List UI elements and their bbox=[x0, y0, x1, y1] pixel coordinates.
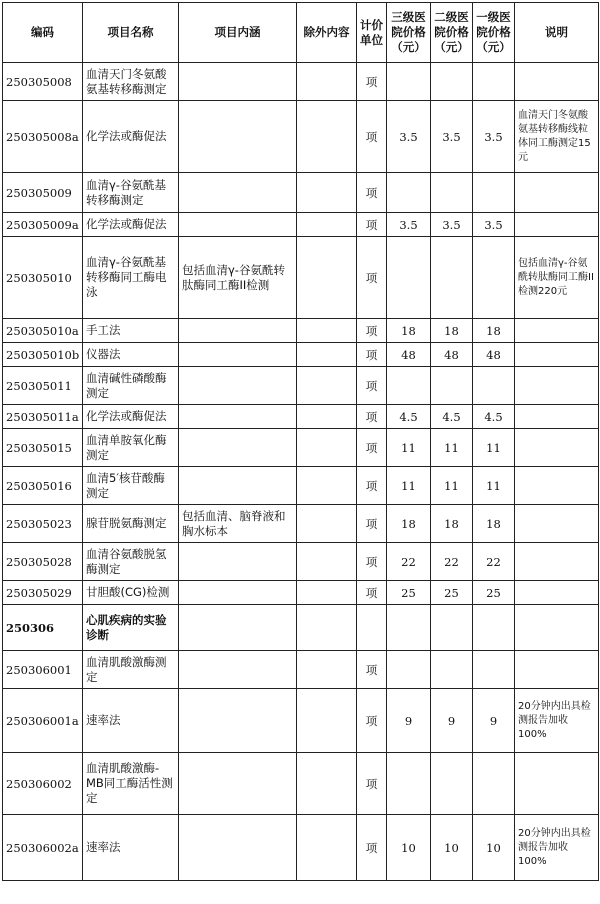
cell-exclusion bbox=[297, 651, 357, 689]
cell-unit: 项 bbox=[357, 581, 387, 605]
cell-exclusion bbox=[297, 605, 357, 651]
cell-note: 血清天门冬氨酸氨基转移酶线粒体同工酶测定15元 bbox=[515, 101, 599, 173]
cell-name: 血清单胺氧化酶测定 bbox=[83, 429, 179, 467]
cell-unit: 项 bbox=[357, 689, 387, 753]
cell-price-grade1 bbox=[473, 367, 515, 405]
table-row bbox=[3, 429, 599, 467]
cell-price-grade1: 22 bbox=[473, 543, 515, 581]
cell-price-grade3 bbox=[387, 63, 431, 101]
cell-code: 250306001 bbox=[3, 651, 83, 689]
table-row bbox=[3, 405, 599, 429]
cell-price-grade3 bbox=[387, 753, 431, 815]
cell-unit: 项 bbox=[357, 63, 387, 101]
cell-content bbox=[179, 815, 297, 881]
cell-price-grade1: 4.5 bbox=[473, 405, 515, 429]
cell-price-grade1: 3.5 bbox=[473, 213, 515, 237]
cell-code: 250305015 bbox=[3, 429, 83, 467]
cell-name: 血清5′核苷酸酶测定 bbox=[83, 467, 179, 505]
cell-note bbox=[515, 367, 599, 405]
header-unit: 计价单位 bbox=[357, 3, 387, 63]
cell-exclusion bbox=[297, 237, 357, 319]
cell-name: 甘胆酸(CG)检测 bbox=[83, 581, 179, 605]
cell-unit: 项 bbox=[357, 467, 387, 505]
cell-price-grade2 bbox=[431, 753, 473, 815]
cell-name: 速率法 bbox=[83, 815, 179, 881]
cell-content bbox=[179, 605, 297, 651]
cell-name: 血清谷氨酸脱氢酶测定 bbox=[83, 543, 179, 581]
cell-content bbox=[179, 367, 297, 405]
cell-unit: 项 bbox=[357, 543, 387, 581]
cell-exclusion bbox=[297, 173, 357, 213]
cell-unit: 项 bbox=[357, 429, 387, 467]
cell-content bbox=[179, 343, 297, 367]
cell-price-grade1 bbox=[473, 651, 515, 689]
cell-exclusion bbox=[297, 815, 357, 881]
cell-unit: 项 bbox=[357, 319, 387, 343]
cell-exclusion bbox=[297, 505, 357, 543]
cell-code: 250305023 bbox=[3, 505, 83, 543]
cell-price-grade1 bbox=[473, 63, 515, 101]
cell-price-grade2: 48 bbox=[431, 343, 473, 367]
cell-name: 速率法 bbox=[83, 689, 179, 753]
cell-price-grade1: 11 bbox=[473, 429, 515, 467]
cell-exclusion bbox=[297, 429, 357, 467]
cell-exclusion bbox=[297, 405, 357, 429]
cell-price-grade3 bbox=[387, 605, 431, 651]
cell-price-grade3: 3.5 bbox=[387, 213, 431, 237]
cell-exclusion bbox=[297, 319, 357, 343]
table-row bbox=[3, 213, 599, 237]
header-exclusion: 除外内容 bbox=[297, 3, 357, 63]
cell-unit: 项 bbox=[357, 753, 387, 815]
cell-unit: 项 bbox=[357, 505, 387, 543]
cell-content bbox=[179, 63, 297, 101]
cell-price-grade1 bbox=[473, 753, 515, 815]
cell-note bbox=[515, 605, 599, 651]
cell-price-grade3: 22 bbox=[387, 543, 431, 581]
cell-exclusion bbox=[297, 213, 357, 237]
cell-note bbox=[515, 505, 599, 543]
cell-note bbox=[515, 213, 599, 237]
table-row bbox=[3, 651, 599, 689]
cell-exclusion bbox=[297, 101, 357, 173]
table-row bbox=[3, 689, 599, 753]
cell-note bbox=[515, 429, 599, 467]
cell-price-grade3: 18 bbox=[387, 319, 431, 343]
cell-price-grade2: 18 bbox=[431, 319, 473, 343]
cell-price-grade3: 4.5 bbox=[387, 405, 431, 429]
cell-content bbox=[179, 429, 297, 467]
cell-note bbox=[515, 543, 599, 581]
header-note: 说明 bbox=[515, 3, 599, 63]
cell-exclusion bbox=[297, 753, 357, 815]
header-code: 编码 bbox=[3, 3, 83, 63]
cell-unit: 项 bbox=[357, 343, 387, 367]
cell-exclusion bbox=[297, 689, 357, 753]
cell-name: 心肌疾病的实验诊断 bbox=[83, 605, 179, 651]
cell-price-grade2: 18 bbox=[431, 505, 473, 543]
table-row bbox=[3, 815, 599, 881]
cell-code: 250305010 bbox=[3, 237, 83, 319]
cell-price-grade1 bbox=[473, 237, 515, 319]
cell-unit: 项 bbox=[357, 213, 387, 237]
cell-unit bbox=[357, 605, 387, 651]
cell-price-grade1: 11 bbox=[473, 467, 515, 505]
cell-note: 包括血清γ-谷氨酰转肽酶同工酶II检测220元 bbox=[515, 237, 599, 319]
cell-unit: 项 bbox=[357, 815, 387, 881]
cell-note: 20分钟内出具检测报告加收100% bbox=[515, 815, 599, 881]
cell-price-grade2 bbox=[431, 651, 473, 689]
cell-code: 250306001a bbox=[3, 689, 83, 753]
cell-exclusion bbox=[297, 467, 357, 505]
cell-content bbox=[179, 689, 297, 753]
cell-price-grade1 bbox=[473, 173, 515, 213]
cell-unit: 项 bbox=[357, 405, 387, 429]
table-row bbox=[3, 101, 599, 173]
cell-code: 250305029 bbox=[3, 581, 83, 605]
cell-note bbox=[515, 63, 599, 101]
cell-price-grade2 bbox=[431, 367, 473, 405]
cell-price-grade3: 11 bbox=[387, 467, 431, 505]
cell-code: 250305010b bbox=[3, 343, 83, 367]
cell-unit: 项 bbox=[357, 101, 387, 173]
cell-unit: 项 bbox=[357, 237, 387, 319]
cell-price-grade1: 9 bbox=[473, 689, 515, 753]
cell-code: 250305009a bbox=[3, 213, 83, 237]
cell-name: 血清碱性磷酸酶测定 bbox=[83, 367, 179, 405]
cell-price-grade2 bbox=[431, 63, 473, 101]
cell-price-grade2 bbox=[431, 173, 473, 213]
cell-code: 250305008 bbox=[3, 63, 83, 101]
cell-unit: 项 bbox=[357, 367, 387, 405]
cell-name: 化学法或酶促法 bbox=[83, 405, 179, 429]
section-row bbox=[3, 605, 599, 651]
cell-name: 血清肌酸激酶-MB同工酶活性测定 bbox=[83, 753, 179, 815]
cell-content bbox=[179, 543, 297, 581]
cell-exclusion bbox=[297, 63, 357, 101]
header-price-grade3: 三级医院价格（元） bbox=[387, 3, 431, 63]
cell-price-grade2: 10 bbox=[431, 815, 473, 881]
cell-price-grade2: 11 bbox=[431, 429, 473, 467]
table-row bbox=[3, 173, 599, 213]
cell-content: 包括血清γ-谷氨酰转肽酶同工酶II检测 bbox=[179, 237, 297, 319]
cell-content bbox=[179, 405, 297, 429]
cell-name: 化学法或酶促法 bbox=[83, 101, 179, 173]
header-price-grade2: 二级医院价格（元） bbox=[431, 3, 473, 63]
cell-content bbox=[179, 467, 297, 505]
cell-price-grade1: 48 bbox=[473, 343, 515, 367]
cell-price-grade2: 22 bbox=[431, 543, 473, 581]
cell-price-grade2: 3.5 bbox=[431, 101, 473, 173]
cell-content bbox=[179, 651, 297, 689]
cell-price-grade2: 3.5 bbox=[431, 213, 473, 237]
cell-price-grade2: 4.5 bbox=[431, 405, 473, 429]
cell-unit: 项 bbox=[357, 651, 387, 689]
cell-note bbox=[515, 173, 599, 213]
cell-name: 仪器法 bbox=[83, 343, 179, 367]
cell-price-grade2 bbox=[431, 237, 473, 319]
cell-name: 血清γ-谷氨酰基转移酶测定 bbox=[83, 173, 179, 213]
cell-price-grade2 bbox=[431, 605, 473, 651]
cell-code: 250305016 bbox=[3, 467, 83, 505]
cell-unit: 项 bbox=[357, 173, 387, 213]
cell-code: 250306002a bbox=[3, 815, 83, 881]
cell-price-grade3: 48 bbox=[387, 343, 431, 367]
cell-price-grade1: 10 bbox=[473, 815, 515, 881]
cell-content bbox=[179, 753, 297, 815]
table-row bbox=[3, 753, 599, 815]
cell-code: 250305010a bbox=[3, 319, 83, 343]
cell-name: 腺苷脱氨酶测定 bbox=[83, 505, 179, 543]
cell-note bbox=[515, 581, 599, 605]
cell-exclusion bbox=[297, 581, 357, 605]
table-row bbox=[3, 543, 599, 581]
cell-price-grade1 bbox=[473, 605, 515, 651]
cell-content: 包括血清、脑脊液和胸水标本 bbox=[179, 505, 297, 543]
table-row bbox=[3, 319, 599, 343]
cell-price-grade2: 11 bbox=[431, 467, 473, 505]
cell-content bbox=[179, 173, 297, 213]
cell-code: 250306002 bbox=[3, 753, 83, 815]
cell-price-grade1: 18 bbox=[473, 319, 515, 343]
cell-price-grade1: 18 bbox=[473, 505, 515, 543]
cell-price-grade3: 18 bbox=[387, 505, 431, 543]
table-row bbox=[3, 63, 599, 101]
cell-name: 血清γ-谷氨酰基转移酶同工酶电泳 bbox=[83, 237, 179, 319]
cell-note bbox=[515, 405, 599, 429]
cell-note: 20分钟内出具检测报告加收100% bbox=[515, 689, 599, 753]
table-row bbox=[3, 237, 599, 319]
price-table bbox=[2, 2, 599, 881]
cell-price-grade3: 11 bbox=[387, 429, 431, 467]
cell-price-grade3: 9 bbox=[387, 689, 431, 753]
cell-code: 250305011 bbox=[3, 367, 83, 405]
cell-name: 血清天门冬氨酸氨基转移酶测定 bbox=[83, 63, 179, 101]
cell-price-grade2: 25 bbox=[431, 581, 473, 605]
table-row bbox=[3, 467, 599, 505]
table-row bbox=[3, 343, 599, 367]
cell-code: 250305009 bbox=[3, 173, 83, 213]
cell-exclusion bbox=[297, 543, 357, 581]
cell-content bbox=[179, 319, 297, 343]
cell-price-grade3 bbox=[387, 651, 431, 689]
cell-content bbox=[179, 213, 297, 237]
cell-price-grade1: 25 bbox=[473, 581, 515, 605]
header-price-grade1: 一级医院价格（元） bbox=[473, 3, 515, 63]
cell-content bbox=[179, 101, 297, 173]
table-row bbox=[3, 581, 599, 605]
cell-name: 手工法 bbox=[83, 319, 179, 343]
cell-price-grade3: 10 bbox=[387, 815, 431, 881]
cell-note bbox=[515, 343, 599, 367]
cell-price-grade3 bbox=[387, 173, 431, 213]
cell-note bbox=[515, 467, 599, 505]
cell-note bbox=[515, 753, 599, 815]
cell-content bbox=[179, 581, 297, 605]
cell-note bbox=[515, 319, 599, 343]
header-name: 项目名称 bbox=[83, 3, 179, 63]
table-row bbox=[3, 367, 599, 405]
cell-exclusion bbox=[297, 367, 357, 405]
cell-code: 250306 bbox=[3, 605, 83, 651]
header-content: 项目内涵 bbox=[179, 3, 297, 63]
cell-price-grade3: 3.5 bbox=[387, 101, 431, 173]
cell-price-grade1: 3.5 bbox=[473, 101, 515, 173]
header-row bbox=[3, 3, 599, 63]
cell-code: 250305011a bbox=[3, 405, 83, 429]
cell-price-grade3: 25 bbox=[387, 581, 431, 605]
cell-price-grade2: 9 bbox=[431, 689, 473, 753]
cell-exclusion bbox=[297, 343, 357, 367]
cell-name: 血清肌酸激酶测定 bbox=[83, 651, 179, 689]
cell-note bbox=[515, 651, 599, 689]
cell-code: 250305008a bbox=[3, 101, 83, 173]
cell-price-grade3 bbox=[387, 237, 431, 319]
cell-price-grade3 bbox=[387, 367, 431, 405]
table-row bbox=[3, 505, 599, 543]
cell-name: 化学法或酶促法 bbox=[83, 213, 179, 237]
cell-code: 250305028 bbox=[3, 543, 83, 581]
